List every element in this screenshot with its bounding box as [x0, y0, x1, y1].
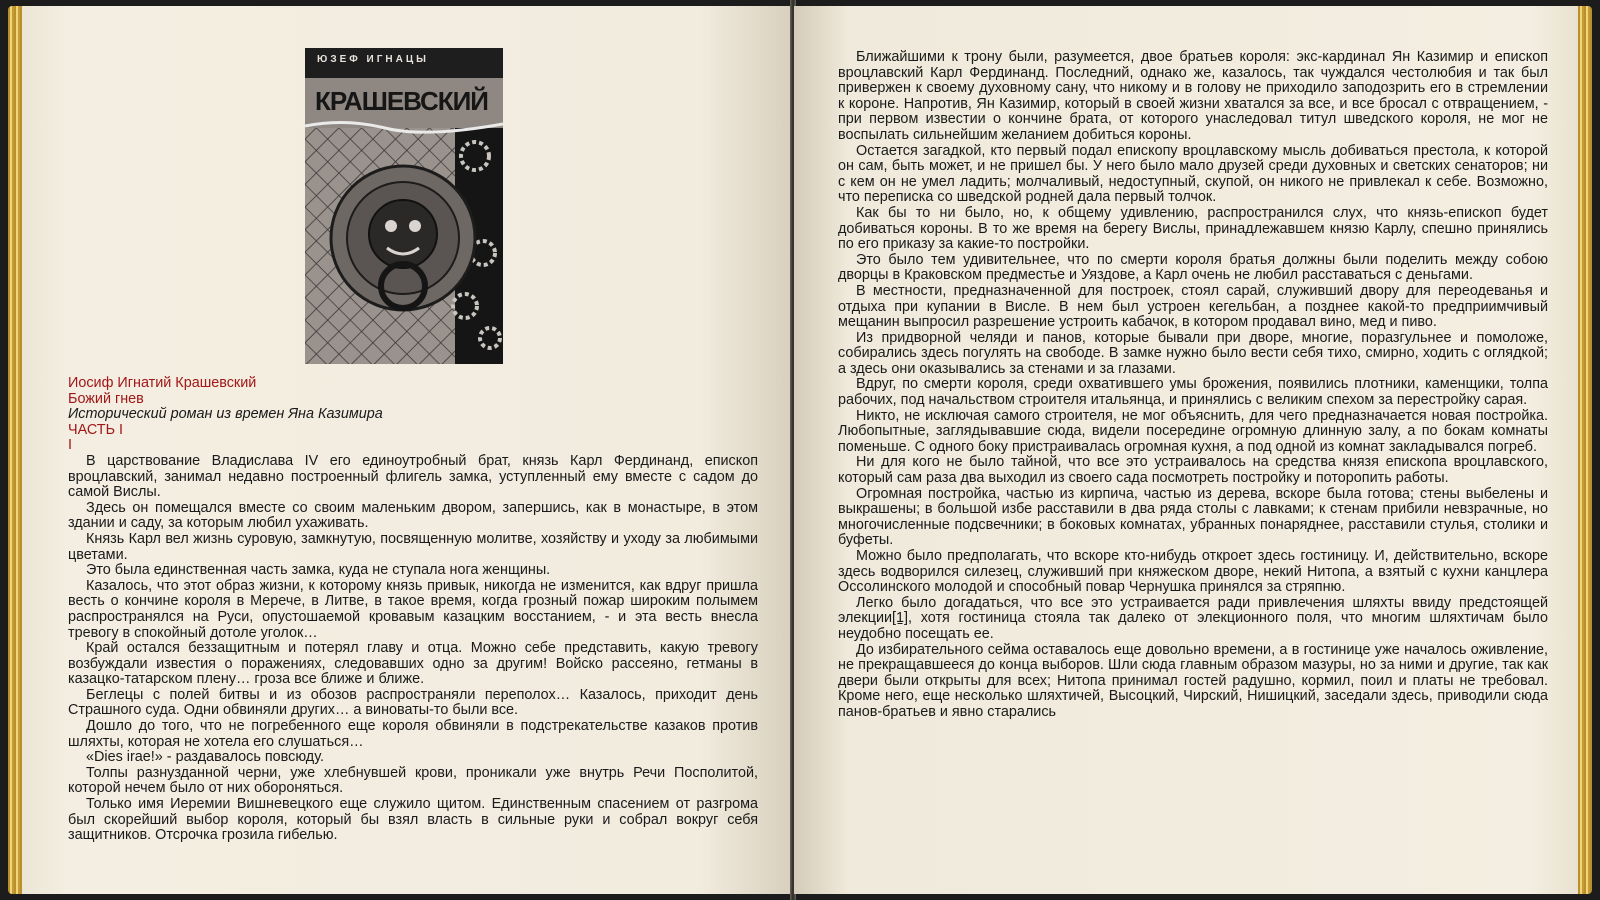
- paragraph: Ни для кого не было тайной, что все это устраивалось на средства князя епископа вроцлавского, который сам раза два выходил из своего сада посмотреть постройку и поторопить работы.: [838, 454, 1548, 487]
- left-page-text: [68, 376, 758, 844]
- left-page[interactable]: [22, 6, 792, 894]
- paragraph: Это была единственная часть замка, куда не ступала нога женщины.: [86, 562, 551, 579]
- left-paragraphs: [68, 454, 758, 844]
- cover-author-small: ЮЗЕФ ИГНАЦЫ: [317, 54, 429, 65]
- paragraph: В царствование Владислава IV его единоутробный брат, князь Карл Фердинанд, епископ вроцлавский, занимал недавно построенный флигель замка, уступленный ему вместе с садом до самой Вислы.: [68, 452, 758, 501]
- right-page-edge: [1578, 6, 1592, 894]
- paragraph: Из придворной челяди и панов, которые бывали при дворе, многие, поразгульнее и помоложе, собирались здесь погулять на свободе. В замке нужно было вести себя тихо, смирно, ходить с оглядкой; а здесь они оказывались за стенами и за глазами.: [838, 329, 1548, 377]
- paragraph: Вдруг, по смерти короля, среди охватившего умы брожения, появились плотники, каменщики, толпа рабочих, под начальством строителя итальянца, и принялись с великим спехом за перестройку сарая.: [838, 376, 1548, 409]
- paragraph: Никто, не исключая самого строителя, не мог объяснить, для чего предназначается новая постройка. Любопытные, заглядывавшие сюда, видели посередине огромную длинную залу, а по бокам комнаты поменьше. С одного боку пристраивалась огромная кухня, а под одной из комнат закладывался погреб.: [838, 407, 1548, 455]
- paragraph: Как бы то ни было, но, к общему удивлению, распространился слух, что князь-епископ будет добиваться короны. В то же время на берегу Вислы, принадлежавшем князю Карлу, спешно принялись по его приказу за какие-то постройки.: [838, 204, 1548, 253]
- book-author: Иосиф Игнатий Крашевский: [68, 375, 257, 391]
- left-page-edge: [8, 6, 22, 894]
- paragraph: Казалось, что этот образ жизни, к которому князь привык, никогда не изменится, как вдруг пришла весть о кончине короля в Мерече, в Литве, в такое время, когда грозный пожар широким полымем распространялся на Руси, опустошаемой кровавым казацким восстанием, - и эта весть внесла тревогу в спокойный дотоле уголок…: [68, 577, 758, 641]
- right-paragraphs: [838, 50, 1548, 721]
- chapter-heading: I: [68, 437, 72, 454]
- paragraph: Только имя Иеремии Вишневецкого еще служило щитом. Единственным спасением от разгрома был скорейший выбор короля, который бы взял власть в сильные руки и собрал вокруг себя защитников. Отсрочка грозила гибелью.: [68, 796, 758, 844]
- paragraph: Легко было догадаться, что все это устраивается ради привлечения шляхты ввиду предстоящей элекции[1], хотя гостиница стояла так далеко от элекционного поля, что многим шляхтичам было неудобно посещать ее.: [838, 594, 1548, 642]
- paragraph: Можно было предполагать, что вскоре кто-нибудь откроет здесь гостиницу. И, действительно, вскоре здесь водворился силезец, служивший при княжеском дворе, некий Нитопа, а взятый с кухни канцлера Оссолинского молодой и способный повар Чернушка принялся за стряпню.: [838, 548, 1548, 596]
- paragraph: Толпы разнузданной черни, уже хлебнувшей крови, проникали уже внутрь Речи Посполитой, которой нечем было от них обороняться.: [68, 764, 758, 797]
- footnote-link[interactable]: [1]: [892, 610, 909, 627]
- paragraph: До избирательного сейма оставалось еще довольно времени, а в гостинице уже началось оживление, не прекращавшееся до конца выборов. Шли сюда главным образом мазуры, но за ними и другие, так как двери были открыты для всех; Нитопа принимал гостей радушно, кормил, поил и платы не требовал. Кроме него, еще несколько шляхтичей, Высоцкий, Чирский, Нишицкий, заседали здесь, приводили сюда панов-братьев и явно старались: [838, 641, 1548, 720]
- book-cover-image: [305, 48, 503, 364]
- part-heading: ЧАСТЬ I: [68, 421, 124, 438]
- paragraph: В местности, предназначенной для построек, стоял сарай, служивший двору для переодеванья и отдыха при купании в Висле. В нем был устроен кегельбан, а позднее какой-то предприимчивый мещанин выпросил разрешение устроить кабачок, в котором продавал вино, мед и пиво.: [838, 282, 1548, 331]
- right-page-text: [838, 50, 1548, 721]
- paragraph: Остается загадкой, кто первый подал епископу вроцлавскому мысль добиваться престола, к которой он сам, быть может, и не пришел бы. У него было мало друзей среди духовных и светских сенаторов; ни с кем он не умел ладить; молчаливый, недоступный, скупой, он никого не привлекал к себе. Возможно, что переписка со шведской родней дала первый толчок.: [838, 142, 1548, 206]
- paragraph: Это было тем удивительнее, что по смерти короля братья должны были поделить между собою дворцы в Краковском предместье и Уяздове, а Карл очень не любил расставаться с деньгами.: [838, 251, 1548, 284]
- paragraph: Дошло до того, что не погребенного еще короля обвиняли в подстрекательстве казаков против шляхты, которая не хотела его слушаться…: [68, 718, 758, 750]
- paragraph: Беглецы с полей битвы и из обозов распространяли переполох… Казалось, приходит день Страшного суда. Одни обвиняли других… а виноваты-то были все.: [68, 686, 758, 719]
- paragraph: Здесь он помещался вместе со своим маленьким двором, запершись, как в монастыре, в этом здании и саду, за которым любил ухаживать.: [68, 499, 758, 532]
- paragraph: «Dies irae!» - раздавалось повсюду.: [86, 749, 324, 766]
- paragraph: Огромная постройка, частью из кирпича, частью из дерева, вскоре была готова; стены выбелены и выкрашены; в большой избе расставили в два ряда столы с лавками; к стенам прибили невзрачные, но многочисленные подсвечники; в боковых комнатах, убранных понаряднее, расставили стулья, столики и буфеты.: [838, 485, 1548, 549]
- paragraph: Ближайшими к трону были, разумеется, двое братьев короля: экс-кардинал Ян Казимир и епископ вроцлавский Карл Фердинанд. Последний, однако же, казалось, так чуждался честолюбия и так был привержен к своему духовному сану, что никому и в голову не приходило заподозрить его в стремлении к короне. Напротив, Ян Казимир, который в своей жизни хватался за все, и все бросал с отвращением, - при первом известии о кончине брата, от которого унаследовал титул шведского короля, не мог не воспылать сильнейшим желанием добиться короны.: [838, 49, 1548, 143]
- book-subtitle: Исторический роман из времен Яна Казимира: [68, 406, 383, 423]
- right-page[interactable]: [794, 6, 1578, 894]
- paragraph: Князь Карл вел жизнь суровую, замкнутую, посвященную молитве, хозяйству и уходу за любимыми цветами.: [68, 530, 758, 563]
- cover-author-big: КРАШЕВСКИЙ: [315, 86, 488, 116]
- book-title: Божий гнев: [68, 390, 144, 407]
- paragraph: Край остался беззащитным и потерял главу и отца. Можно себе представить, какую тревогу возбуждали известия о поражениях, следовавших одно за другим! Войско рассеяно, гетманы в казацко-татарском плену… гроза все ближе и ближе.: [68, 640, 758, 688]
